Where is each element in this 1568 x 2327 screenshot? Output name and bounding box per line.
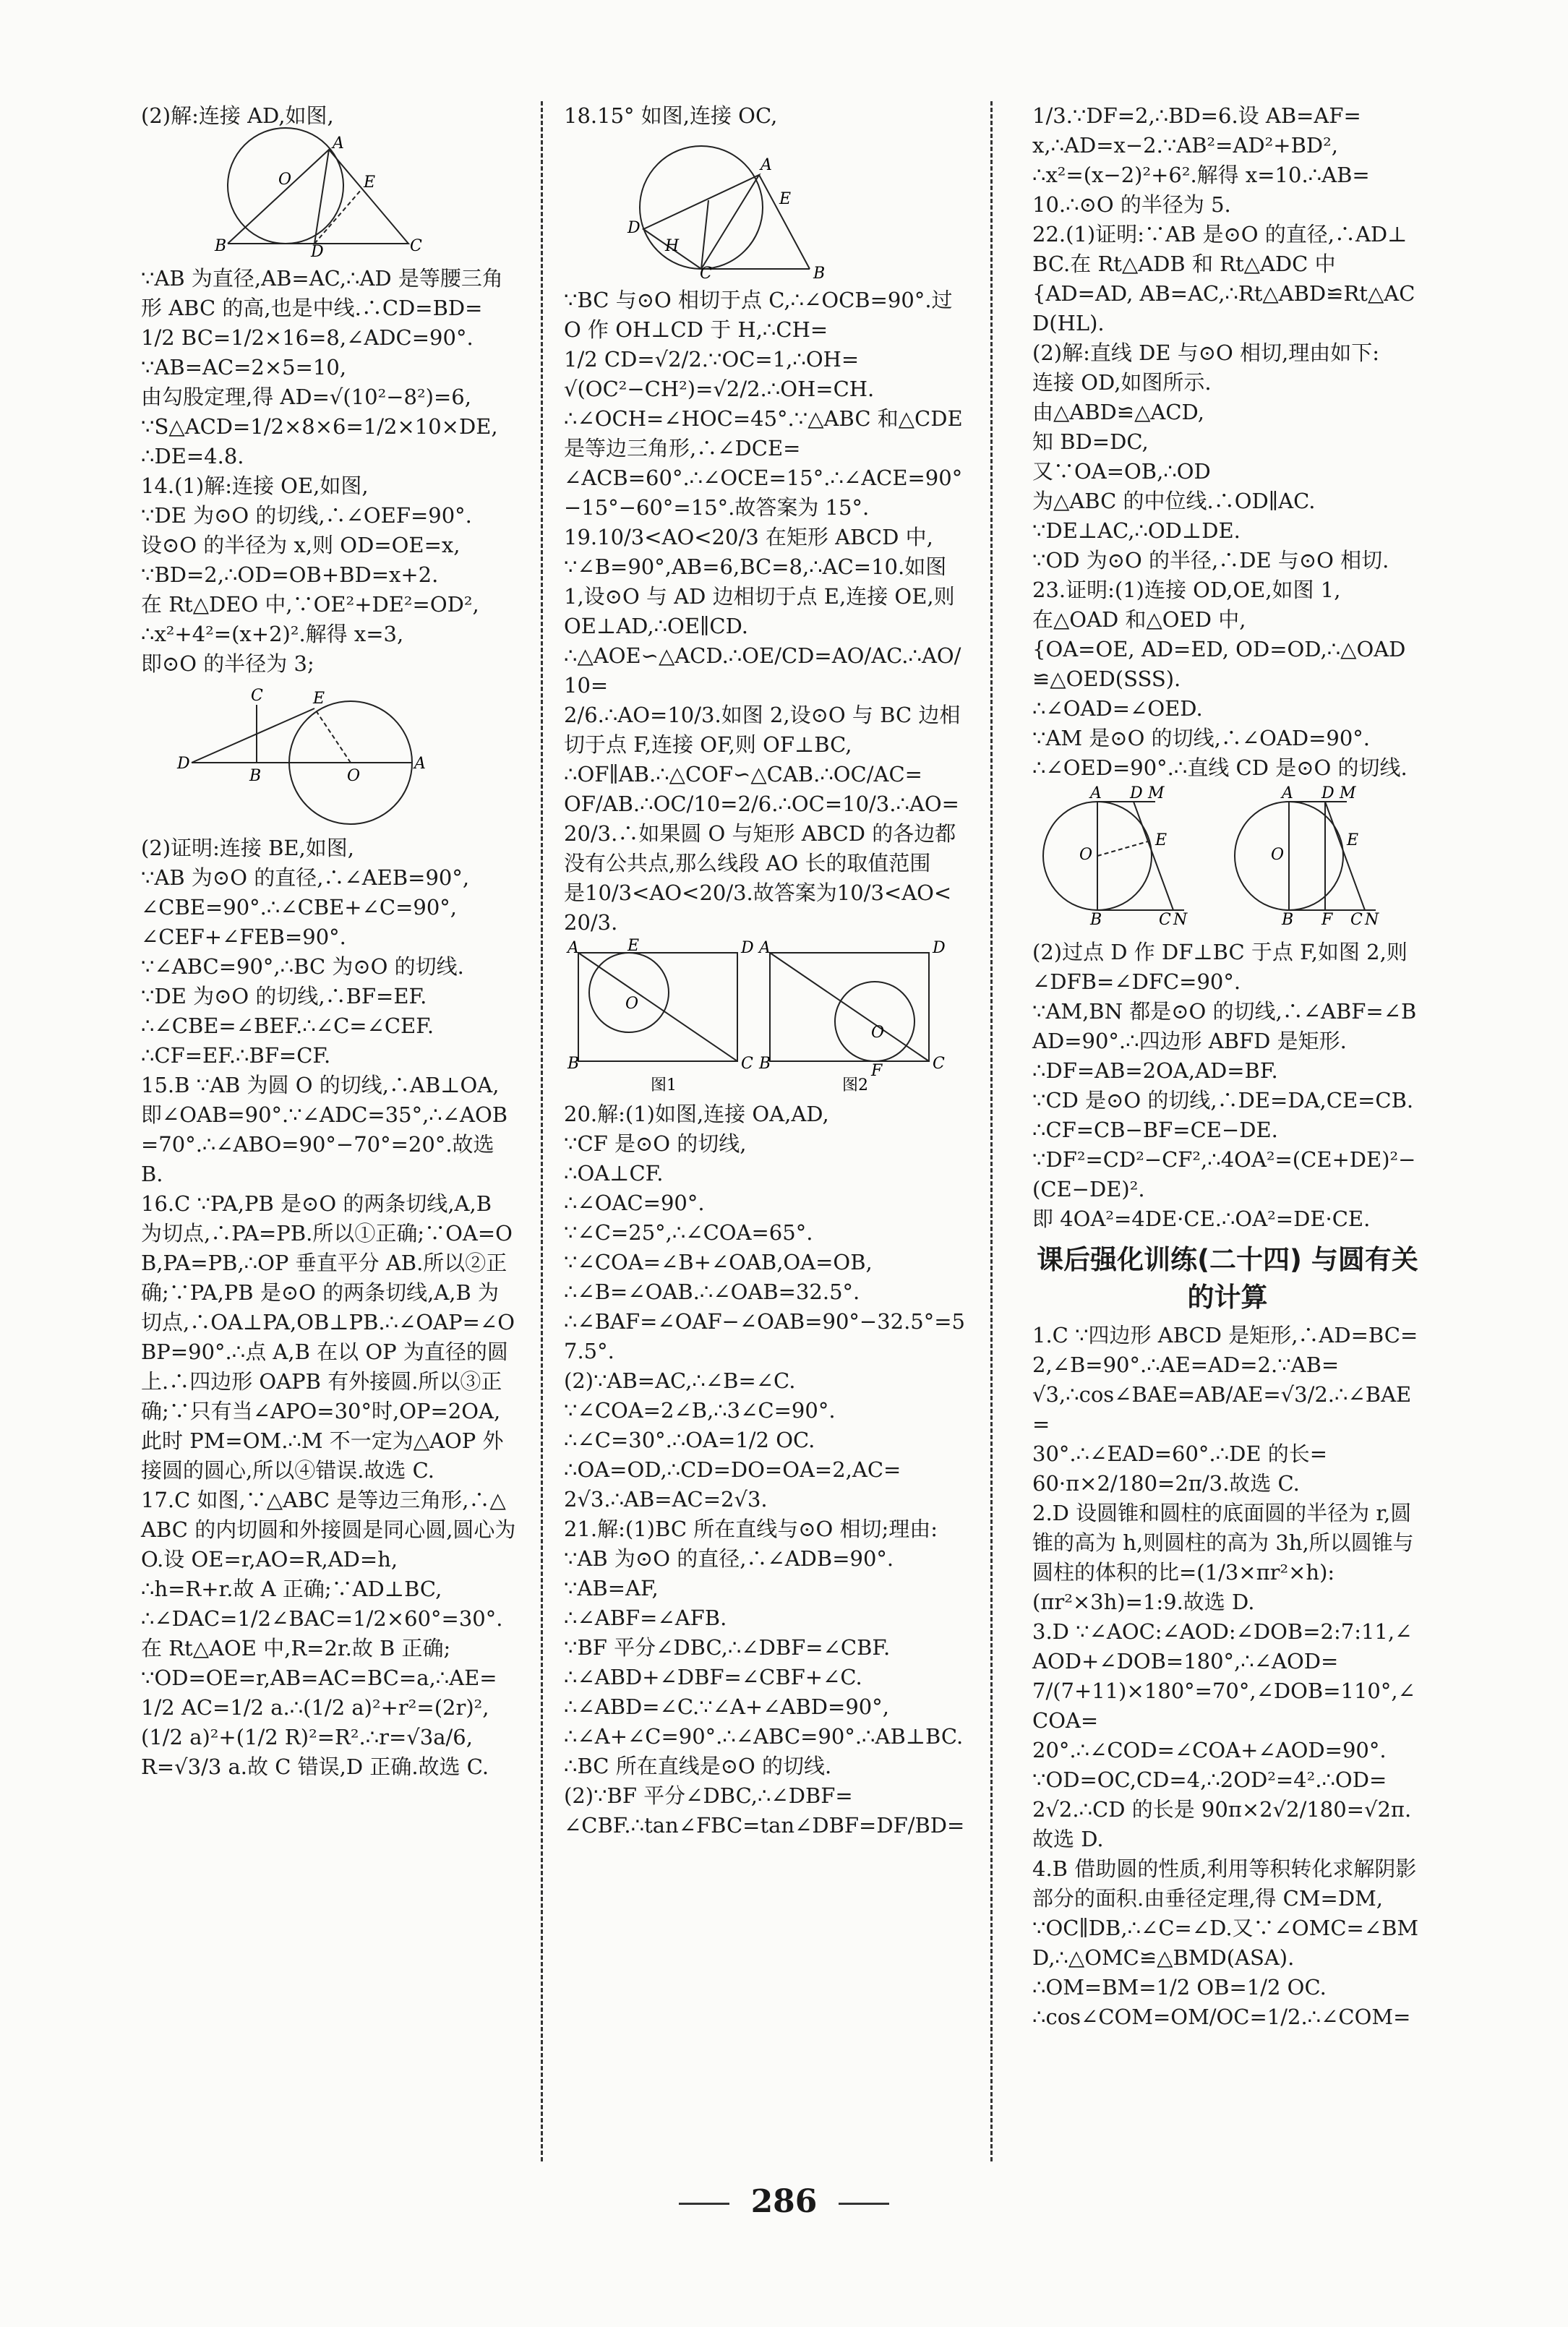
text-line: ∴∠ABF=∠AFB. bbox=[564, 1606, 727, 1630]
text-line: 22.(1)证明:∵AB 是⊙O 的直径,∴AD⊥BC.在 Rt△ADB 和 Rt△ADC 中 bbox=[1032, 222, 1408, 276]
svg-text:O: O bbox=[1271, 846, 1285, 864]
svg-text:N: N bbox=[1365, 911, 1379, 929]
text-line: ∴OM=BM=1/2 OB=1/2 OC. bbox=[1032, 1975, 1327, 2000]
text-line: 1.C ∵四边形 ABCD 是矩形,∴AD=BC=2,∠B=90°.∴AE=AD=2.∵AB= bbox=[1032, 1323, 1418, 1377]
svg-text:A: A bbox=[414, 755, 426, 773]
figure-q13 bbox=[170, 134, 430, 261]
svg-text:A: A bbox=[1090, 784, 1102, 802]
text-line: 20.解:(1)如图,连接 OA,AD, bbox=[564, 1102, 829, 1126]
text-line: 2.D 设圆锥和圆柱的底面圆的半径为 r,圆锥的高为 h,则圆柱的高为 3h,所以圆锥与 bbox=[1032, 1501, 1414, 1555]
text-line: ∴h=R+r.故 A 正确;∵AD⊥BC, bbox=[141, 1577, 442, 1601]
text-line: 2√2.∴CD 的长是 90π×2√2/180=√2π.故选 D. bbox=[1032, 1797, 1412, 1851]
text-line: ∵∠COA=2∠B,∴3∠C=90°. bbox=[564, 1398, 836, 1423]
text-line: √3,∴cos∠BAE=AB/AE=√3/2.∴∠BAE= bbox=[1032, 1382, 1412, 1436]
text-line: ∴DF=AB=2OA,AD=BF. bbox=[1032, 1058, 1278, 1083]
text-line: 30°.∴∠EAD=60°.∴DE 的长= bbox=[1032, 1441, 1328, 1466]
text-line: 知 BD=DC, bbox=[1032, 429, 1149, 454]
svg-text:M: M bbox=[1340, 784, 1356, 802]
text-line: 18.15° 如图,连接 OC, bbox=[564, 103, 778, 128]
text-line: ∴∠OAD=∠OED. bbox=[1032, 696, 1203, 721]
svg-text:B: B bbox=[813, 265, 826, 283]
text-line: 15.B ∵AB 为圆 O 的切线,∴AB⊥OA,即∠OAB=90°.∵∠ADC=35°,∴∠AOB=70°.∴∠ABO=90°−70°=20°.故选 B. bbox=[141, 1073, 508, 1186]
svg-text:C: C bbox=[410, 237, 422, 255]
text-line: √(OC²−CH²)=√2/2.∴OH=CH. bbox=[564, 377, 875, 401]
figure-q18 bbox=[593, 135, 853, 283]
text-line: ∴x²+4²=(x+2)².解得 x=3, bbox=[141, 622, 404, 646]
text-line: OF/AB.∴OC/10=2/6.∴OC=10/3.∴AO= bbox=[564, 792, 959, 816]
text-line: 1/2 BC=1/2×16=8,∠ADC=90°. bbox=[141, 325, 474, 350]
svg-text:D: D bbox=[177, 755, 190, 773]
text-line: ∵S△ACD=1/2×8×6=1/2×10×DE, bbox=[141, 414, 498, 439]
text-line: ∠CEF+∠FEB=90°. bbox=[141, 925, 346, 949]
text-line: 20/3.∴如果圆 O 与矩形 ABCD 的各边都没有公共点,那么线段 AO 长的取值范围 bbox=[564, 821, 956, 875]
text-line: 连接 OD,如图所示. bbox=[1032, 370, 1212, 395]
text-line: 在 Rt△DEO 中,∵OE²+DE²=OD², bbox=[141, 592, 479, 617]
text-line: 由勾股定理,得 AD=√(10²−8²)=6, bbox=[141, 385, 471, 409]
text-line: ∴∠ABD=∠C.∵∠A+∠ABD=90°, bbox=[564, 1694, 889, 1719]
text-line: 3.D ∵∠AOC:∠AOD:∠DOB=2:7:11,∠AOD+∠DOB=180°,∴∠AOD= bbox=[1032, 1619, 1413, 1674]
text-line: ∴∠ABD+∠DBF=∠CBF+∠C. bbox=[564, 1665, 862, 1689]
text-line: (2)过点 D 作 DF⊥BC 于点 F,如图 2,则∠DFB=∠DFC=90°. bbox=[1032, 940, 1408, 994]
text-line: 17.C 如图,∵△ABC 是等边三角形,∴△ABC 的内切圆和外接圆是同心圆,圆心为 O.设 OE=r,AO=R,AD=h, bbox=[141, 1488, 523, 1572]
text-line: ∵OD=OC,CD=4,∴2OD²=4².∴OD= bbox=[1032, 1767, 1387, 1792]
svg-text:B: B bbox=[215, 237, 227, 255]
text-line: (2)解:直线 DE 与⊙O 相切,理由如下: bbox=[1032, 340, 1379, 365]
right-column bbox=[1032, 101, 1423, 2032]
figure-2-label: 图2 bbox=[842, 1076, 868, 1094]
text-line: ∵OD=OE=r,AB=AC=BC=a,∴AE= bbox=[141, 1666, 497, 1690]
page-number-dash bbox=[679, 2203, 729, 2205]
text-line: ∵DE 为⊙O 的切线,∴∠OEF=90°. bbox=[141, 503, 472, 528]
svg-text:D: D bbox=[311, 243, 324, 261]
svg-text:C: C bbox=[933, 1055, 945, 1073]
svg-text:D: D bbox=[1130, 784, 1143, 802]
figure-q14 bbox=[170, 683, 445, 828]
text-line: ∵AB=AF, bbox=[564, 1576, 659, 1600]
text-line: ∵OD 为⊙O 的半径,∴DE 与⊙O 相切. bbox=[1032, 548, 1389, 573]
text-line: 在△OAD 和△OED 中, bbox=[1032, 607, 1246, 632]
text-line: 在 Rt△AOE 中,R=2r.故 B 正确; bbox=[141, 1636, 451, 1660]
svg-text:N: N bbox=[1173, 911, 1188, 929]
text-line: ∴∠OAC=90°. bbox=[564, 1191, 705, 1215]
text-line: 60·π×2/180=2π/3.故选 C. bbox=[1032, 1471, 1300, 1496]
svg-text:O: O bbox=[278, 171, 292, 189]
text-line: ∴OA⊥CF. bbox=[564, 1161, 664, 1186]
text-line: (2)∵AB=AC,∴∠B=∠C. bbox=[564, 1368, 796, 1393]
svg-text:E: E bbox=[1155, 831, 1168, 849]
text-line: 20/3. bbox=[564, 910, 618, 935]
text-line: 20°.∴∠COD=∠COA+∠AOD=90°. bbox=[1032, 1738, 1387, 1762]
text-line: ∠CBF.∴tan∠FBC=tan∠DBF=DF/BD= bbox=[564, 1813, 965, 1838]
svg-text:D: D bbox=[741, 939, 754, 957]
svg-text:A: A bbox=[333, 134, 344, 153]
text-line: ∴OA=OD,∴CD=DO=OA=2,AC= bbox=[564, 1457, 901, 1482]
text-line: 又∵OA=OB,∴OD bbox=[1032, 459, 1211, 484]
text-line: ∴∠A+∠C=90°.∴∠ABC=90°.∴AB⊥BC.∴BC 所在直线是⊙O 的切线. bbox=[564, 1724, 964, 1778]
svg-text:B: B bbox=[249, 767, 262, 785]
text-line: 设⊙O 的半径为 x,则 OD=OE=x, bbox=[141, 533, 460, 557]
text-line: ∴∠B=∠OAB.∴∠OAB=32.5°. bbox=[564, 1280, 860, 1304]
text-line: (πr²×3h)=1:9.故选 D. bbox=[1032, 1590, 1255, 1614]
text-line: 23.证明:(1)连接 OD,OE,如图 1, bbox=[1032, 578, 1341, 602]
text-line: ∴∠OED=90°.∴直线 CD 是⊙O 的切线. bbox=[1032, 755, 1408, 780]
text-line: 21.解:(1)BC 所在直线与⊙O 相切;理由: bbox=[564, 1517, 938, 1541]
text-line: ∵CD 是⊙O 的切线,∴DE=DA,CE=CB.∴CF=CB−BF=CE−DE. bbox=[1032, 1088, 1414, 1142]
text-line: ∴△AOE∽△ACD.∴OE/CD=AO/AC.∴AO/10= bbox=[564, 643, 961, 698]
text-line: ∴∠OCH=∠HOC=45°.∵△ABC 和△CDE 是等边三角形,∴∠DCE= bbox=[564, 406, 969, 460]
figure-1-label: 图1 bbox=[651, 1076, 677, 1094]
svg-text:C: C bbox=[700, 265, 712, 283]
text-line: (1/2 a)²+(1/2 R)²=R².∴r=√3a/6, bbox=[141, 1725, 473, 1749]
svg-text:C: C bbox=[1159, 911, 1171, 929]
text-line: ∵∠ABC=90°,∴BC 为⊙O 的切线. bbox=[141, 954, 464, 979]
svg-text:A: A bbox=[567, 939, 579, 957]
svg-text:O: O bbox=[625, 995, 639, 1013]
page-number: 286 bbox=[750, 2183, 818, 2220]
svg-text:E: E bbox=[313, 690, 325, 708]
svg-text:C: C bbox=[251, 687, 263, 705]
text-line: 2√3.∴AB=AC=2√3. bbox=[564, 1487, 768, 1512]
svg-text:F: F bbox=[871, 1062, 883, 1080]
text-line: ∴CF=EF.∴BF=CF. bbox=[141, 1043, 331, 1068]
text-line: 1/2 CD=√2/2.∵OC=1,∴OH= bbox=[564, 347, 860, 372]
text-line: 是10/3<AO<20/3.故答案为10/3<AO< bbox=[564, 880, 952, 905]
text-line: ∵AB 为直径,AB=AC,∴AD 是等腰三角形 ABC 的高,也是中线.∴CD=BD= bbox=[141, 266, 503, 320]
text-line: ∵∠C=25°,∴∠COA=65°. bbox=[564, 1220, 813, 1245]
text-line: 2/6.∴AO=10/3.如图 2,设⊙O 与 BC 边相切于点 F,连接 OF,则 OF⊥BC, bbox=[564, 703, 961, 757]
svg-text:A: A bbox=[761, 156, 772, 174]
figure-q23 bbox=[1040, 784, 1401, 932]
svg-text:O: O bbox=[871, 1024, 885, 1042]
svg-text:F: F bbox=[1321, 911, 1333, 929]
text-line: 即 4OA²=4DE·CE.∴OA²=DE·CE. bbox=[1032, 1207, 1371, 1231]
text-line: ∴∠C=30°.∴OA=1/2 OC. bbox=[564, 1428, 815, 1452]
text-line: R=√3/3 a.故 C 错误,D 正确.故选 C. bbox=[141, 1754, 489, 1779]
text-line: ∠CBE=90°.∴∠CBE+∠C=90°, bbox=[141, 895, 458, 920]
text-line: 1/2 AC=1/2 a.∴(1/2 a)²+r²=(2r)², bbox=[141, 1695, 489, 1720]
text-line: ∵DE⊥AC,∴OD⊥DE. bbox=[1032, 518, 1241, 543]
figure-q19 bbox=[564, 937, 946, 1094]
svg-text:D: D bbox=[933, 939, 946, 957]
text-line: ∵AB=AC=2×5=10, bbox=[141, 355, 347, 380]
text-line: 10.∴⊙O 的半径为 5. bbox=[1032, 192, 1231, 217]
section-title: 课后强化训练(二十四) 与圆有关的计算 bbox=[1037, 1244, 1418, 1313]
svg-text:A: A bbox=[759, 939, 771, 957]
text-line: ∴OF∥AB.∴△COF∽△CAB.∴OC/AC= bbox=[564, 762, 922, 787]
svg-text:D: D bbox=[1321, 784, 1334, 802]
text-line: ∵BD=2,∴OD=OB+BD=x+2. bbox=[141, 562, 439, 587]
text-line: (2)证明:连接 BE,如图, bbox=[141, 836, 354, 860]
text-line: 4.B 借助圆的性质,利用等积转化求解阴影部分的面积.由垂径定理,得 CM=DM, bbox=[1032, 1856, 1417, 1911]
text-line: {OA=OE, AD=ED, OD=OD,∴△OAD≌△OED(SSS). bbox=[1032, 637, 1406, 691]
svg-text:A: A bbox=[1282, 784, 1293, 802]
text-line: ∵BF 平分∠DBC,∴∠DBF=∠CBF. bbox=[564, 1635, 891, 1660]
text-line: ∵AB 为⊙O 的直径,∴∠ADB=90°. bbox=[564, 1546, 894, 1571]
text-line: ∠ACB=60°.∴∠OCE=15°.∴∠ACE=90°−15°−60°=15°.故答案为 15°. bbox=[564, 466, 963, 520]
text-line: ∵BC 与⊙O 相切于点 C,∴∠OCB=90°.过 O 作 OH⊥CD 于 H,∴CH= bbox=[564, 288, 959, 342]
text-line: ∴∠DAC=1/2∠BAC=1/2×60°=30°. bbox=[141, 1606, 503, 1631]
text-line: (2)解:连接 AD,如图, bbox=[141, 103, 334, 128]
text-line: ∴∠CBE=∠BEF.∴∠C=∠CEF. bbox=[141, 1013, 434, 1038]
left-column bbox=[141, 101, 523, 1782]
svg-text:O: O bbox=[347, 767, 361, 785]
text-line: 圆柱的体积的比=(1/3×πr²×h): bbox=[1032, 1560, 1335, 1585]
column-divider bbox=[541, 101, 543, 2161]
text-line: 16.C ∵PA,PB 是⊙O 的两条切线,A,B 为切点,∴PA=PB.所以①正确;∵OA=OB,PA=PB,∴OP 垂直平分 AB.所以②正确;∵PA,PB 是⊙O 的两条切线,A,B 为切点,∴OA⊥PA,OB⊥PB.∴∠OAP=∠OBP=90°.∴点 A,B 在以 OP 为直径的圆上.∴四边形 OAPB 有外接圆.所以③正确;∵只有当∠APO=30°时,OP=2OA,此时 PM=OM.∴M 不一定为△AOP 外接圆的圆心,所以④错误.故选 C. bbox=[141, 1191, 515, 1483]
text-line: ∵DF²=CD²−CF²,∴4OA²=(CE+DE)²−(CE−DE)². bbox=[1032, 1147, 1416, 1201]
text-line: 由△ABD≌△ACD, bbox=[1032, 400, 1204, 424]
text-line: ∴DE=4.8. bbox=[141, 444, 244, 468]
text-line: ∴cos∠COM=OM/OC=1/2.∴∠COM= bbox=[1032, 2005, 1411, 2029]
svg-text:E: E bbox=[1347, 831, 1359, 849]
svg-text:B: B bbox=[1090, 911, 1102, 929]
text-line: (2)∵BF 平分∠DBC,∴∠DBF= bbox=[564, 1783, 853, 1808]
middle-column bbox=[564, 101, 969, 1840]
text-line: ∵∠B=90°,AB=6,BC=8,∴AC=10.如图 1,设⊙O 与 AD 边相切于点 E,连接 OE,则 OE⊥AD,∴OE∥CD. bbox=[564, 554, 961, 638]
svg-text:E: E bbox=[364, 173, 376, 192]
text-line: ∵OC∥DB,∴∠C=∠D.又∵∠OMC=∠BMD,∴△OMC≌△BMD(ASA). bbox=[1032, 1916, 1419, 1970]
svg-text:C: C bbox=[741, 1055, 753, 1073]
text-line: ∵AM,BN 都是⊙O 的切线,∴∠ABF=∠BAD=90°.∴四边形 ABFD 是矩形. bbox=[1032, 999, 1417, 1053]
text-line: ∵CF 是⊙O 的切线, bbox=[564, 1131, 747, 1156]
text-line: 7/(7+11)×180°=70°,∠DOB=110°,∠COA= bbox=[1032, 1679, 1415, 1733]
text-line: ∵AM 是⊙O 的切线,∴∠OAD=90°. bbox=[1032, 726, 1371, 750]
text-line: 19.10/3<AO<20/3 在矩形 ABCD 中, bbox=[564, 525, 933, 549]
page-number-dash bbox=[839, 2203, 889, 2205]
svg-text:E: E bbox=[779, 190, 792, 208]
text-line: {AD=AD, AB=AC,∴Rt△ABD≌Rt△ACD(HL). bbox=[1032, 281, 1415, 335]
text-line: x,∴AD=x−2.∵AB²=AD²+BD², bbox=[1032, 133, 1338, 158]
svg-text:C: C bbox=[1350, 911, 1363, 929]
svg-text:E: E bbox=[627, 937, 640, 955]
text-line: 即⊙O 的半径为 3; bbox=[141, 651, 314, 676]
svg-text:O: O bbox=[1079, 846, 1093, 864]
svg-text:H: H bbox=[665, 237, 680, 255]
svg-text:D: D bbox=[627, 219, 641, 237]
svg-text:B: B bbox=[567, 1055, 580, 1073]
svg-text:B: B bbox=[1282, 911, 1294, 929]
column-divider bbox=[990, 101, 993, 2161]
text-line: ∴∠BAF=∠OAF−∠OAB=90°−32.5°=57.5°. bbox=[564, 1309, 966, 1363]
text-line: ∵∠COA=∠B+∠OAB,OA=OB, bbox=[564, 1250, 873, 1274]
text-line: ∵AB 为⊙O 的直径,∴∠AEB=90°, bbox=[141, 865, 470, 890]
page-number-row bbox=[0, 2183, 1568, 2220]
text-line: ∴x²=(x−2)²+6².解得 x=10.∴AB= bbox=[1032, 163, 1370, 187]
text-line: ∵DE 为⊙O 的切线,∴BF=EF. bbox=[141, 984, 427, 1008]
text-line: 1/3.∵DF=2,∴BD=6.设 AB=AF= bbox=[1032, 103, 1361, 128]
text-line: 14.(1)解:连接 OE,如图, bbox=[141, 473, 369, 498]
text-line: 为△ABC 的中位线.∴OD∥AC. bbox=[1032, 489, 1316, 513]
svg-text:M: M bbox=[1148, 784, 1165, 802]
svg-text:B: B bbox=[759, 1055, 771, 1073]
